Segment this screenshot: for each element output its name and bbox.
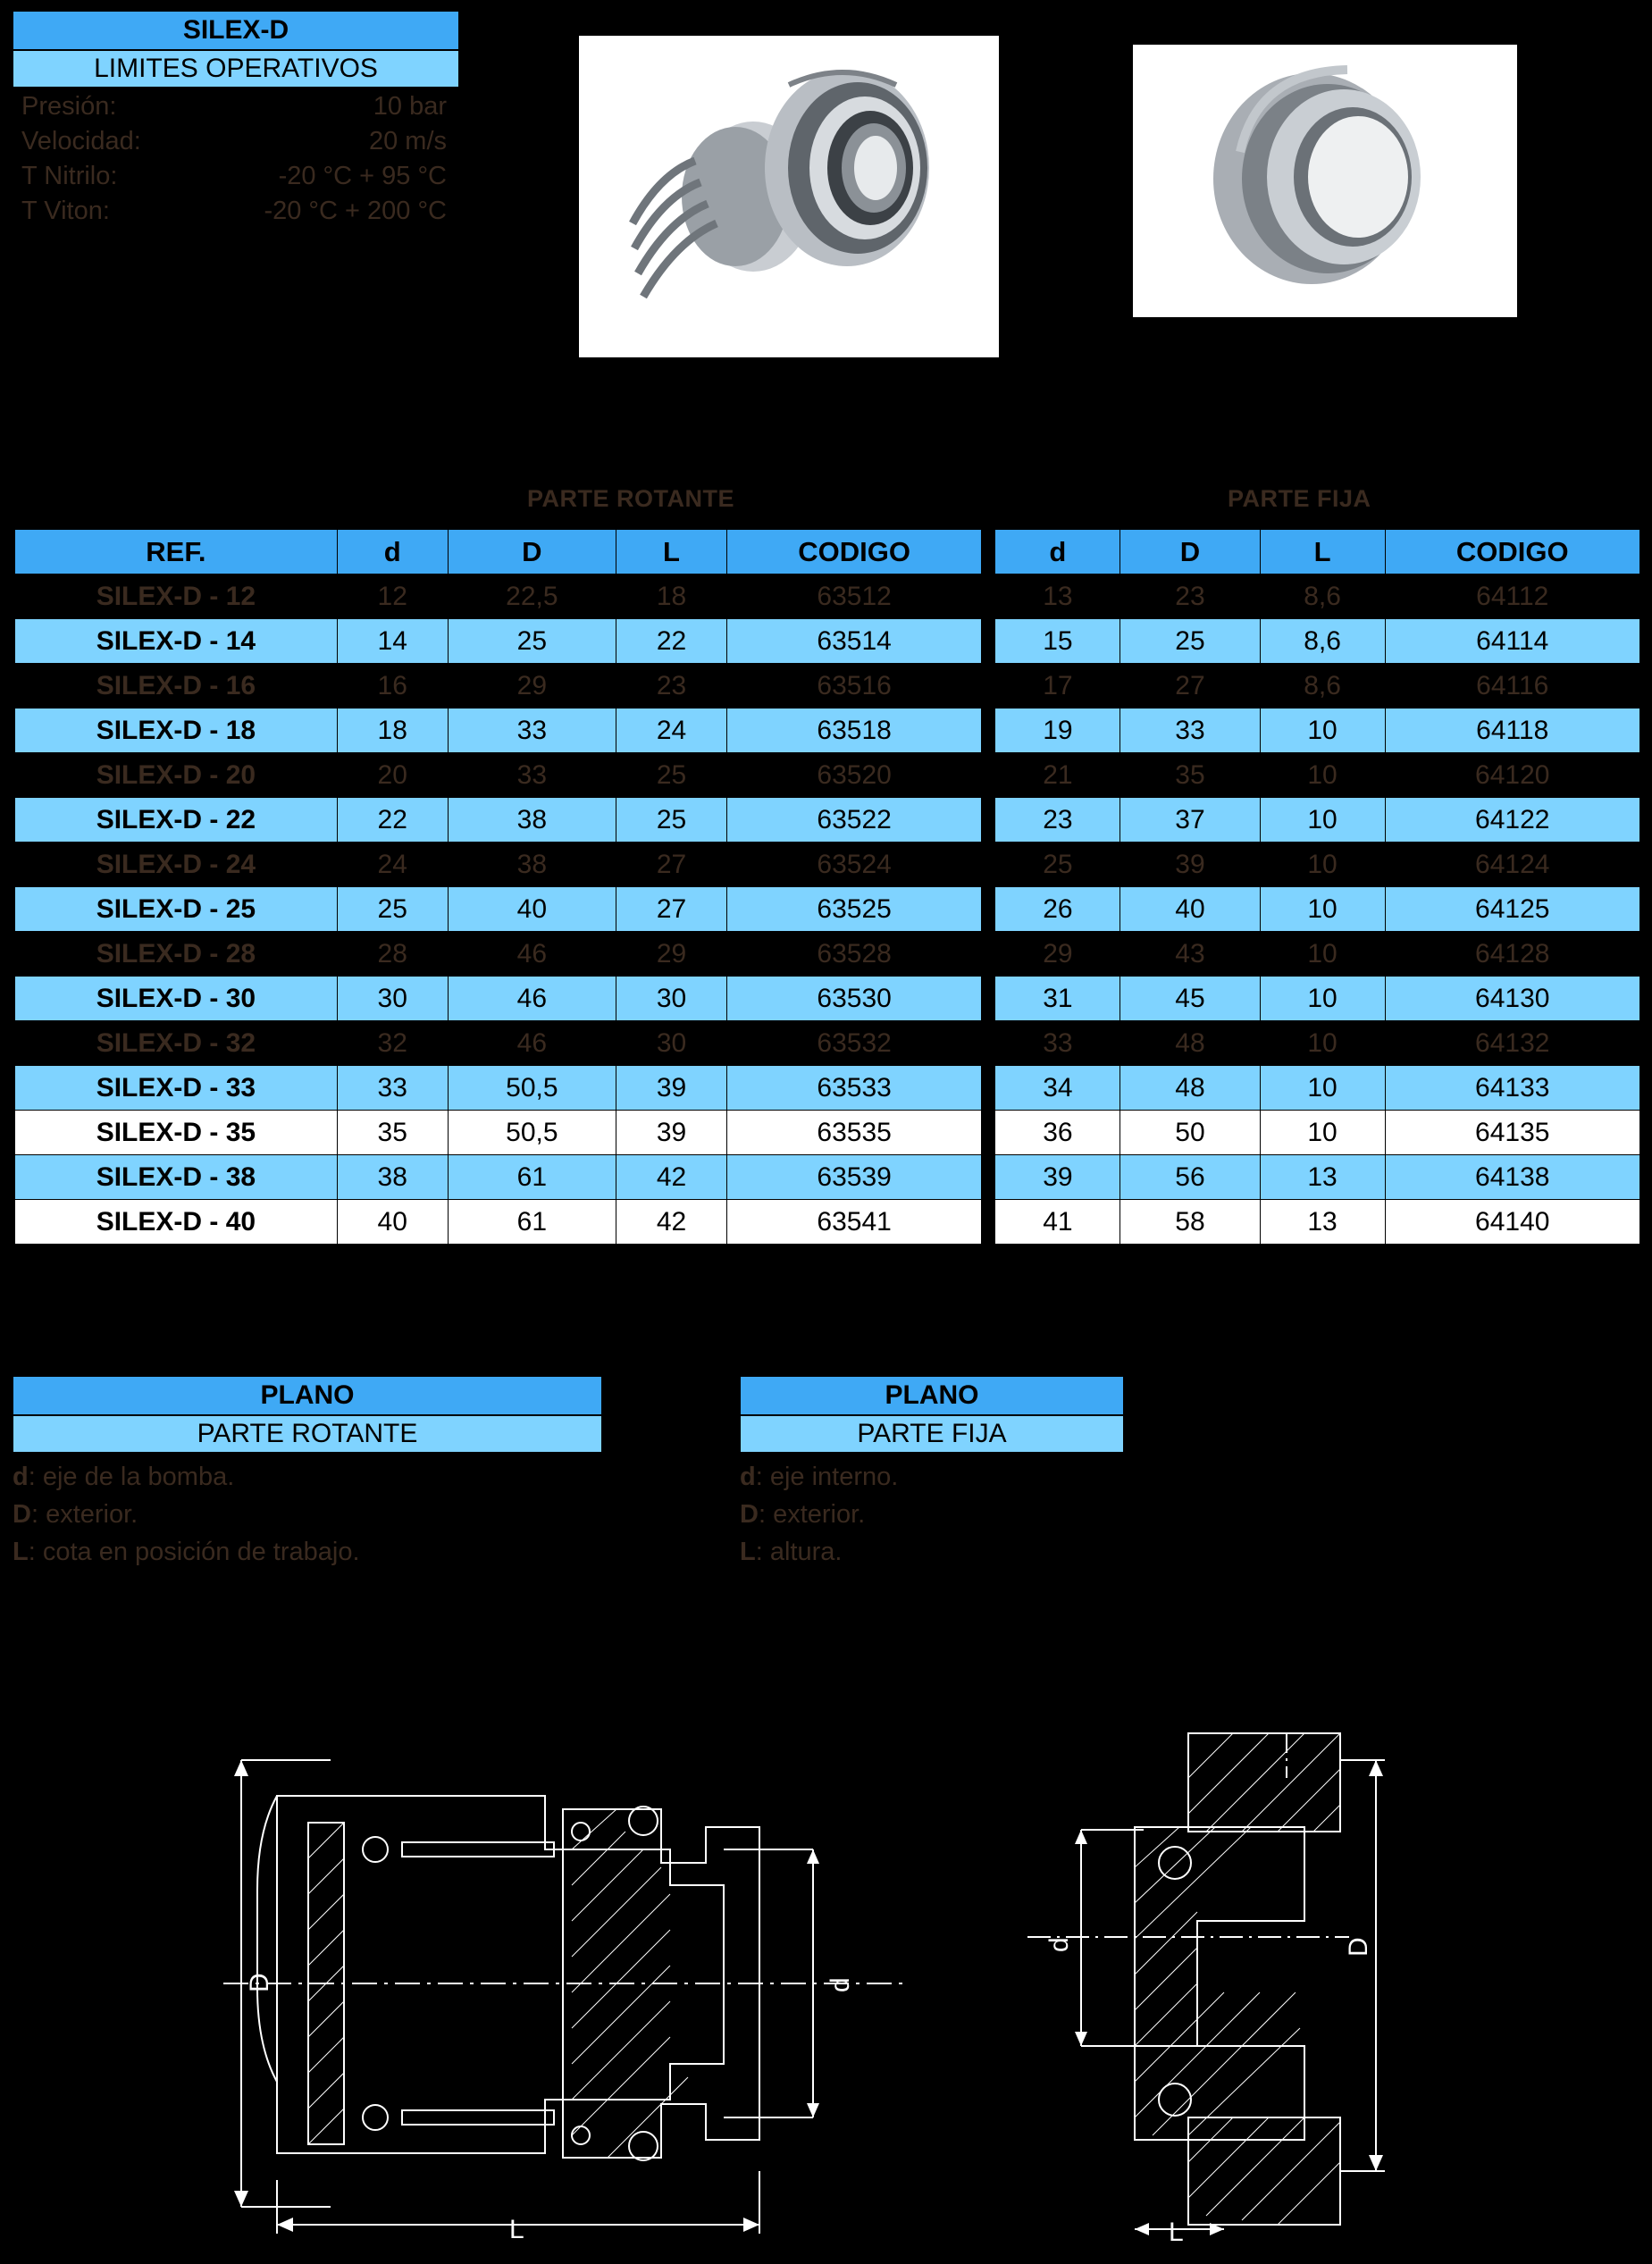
- cell-fija-d: 21: [995, 753, 1120, 798]
- cell-ref: SILEX-D - 16: [15, 664, 338, 709]
- cell-fija-L: 10: [1260, 1021, 1385, 1066]
- table-row: [15, 1200, 1640, 1245]
- limit-value: 20 m/s: [368, 127, 447, 156]
- cell-fija-d: 41: [995, 1200, 1120, 1245]
- cell-ref: SILEX-D - 35: [15, 1111, 338, 1155]
- cell-rot-L: 25: [616, 753, 727, 798]
- cell-rot-L: 30: [616, 1021, 727, 1066]
- cell-rot-D: 61: [448, 1200, 616, 1245]
- dim-label-D-right: D: [1344, 1937, 1373, 1957]
- cell-fija-L: 10: [1260, 1111, 1385, 1155]
- cell-rot-L: 24: [616, 709, 727, 753]
- column-gap: [982, 843, 995, 887]
- cell-rot-d: 30: [337, 977, 448, 1021]
- cell-rot-d: 24: [337, 843, 448, 887]
- limit-value: 10 bar: [373, 92, 447, 121]
- limits-title: SILEX-D: [13, 11, 459, 50]
- cell-fija-L: 8,6: [1260, 619, 1385, 664]
- cell-ref: SILEX-D - 14: [15, 619, 338, 664]
- cell-ref: SILEX-D - 18: [15, 709, 338, 753]
- cell-rot-D: 33: [448, 709, 616, 753]
- cell-rot-d: 35: [337, 1111, 448, 1155]
- column-gap: [982, 753, 995, 798]
- column-gap: [982, 574, 995, 619]
- cell-rot-D: 38: [448, 798, 616, 843]
- table-row: [15, 887, 1640, 932]
- cell-fija-codigo: 64135: [1385, 1111, 1639, 1155]
- cell-fija-codigo: 64130: [1385, 977, 1639, 1021]
- cell-fija-d: 17: [995, 664, 1120, 709]
- table-row: [15, 1021, 1640, 1066]
- legend-text: : eje interno.: [755, 1463, 899, 1491]
- cell-fija-D: 23: [1120, 574, 1260, 619]
- cell-rot-L: 25: [616, 798, 727, 843]
- cell-fija-d: 29: [995, 932, 1120, 977]
- cell-fija-d: 36: [995, 1111, 1120, 1155]
- dim-label-d-left: d: [826, 1977, 855, 1992]
- cell-fija-codigo: 64112: [1385, 574, 1639, 619]
- cell-rot-L: 29: [616, 932, 727, 977]
- limit-row: [13, 159, 459, 194]
- cell-ref: SILEX-D - 30: [15, 977, 338, 1021]
- column-gap: [982, 619, 995, 664]
- cell-rot-D: 50,5: [448, 1111, 616, 1155]
- th-fija-codigo: CODIGO: [1385, 530, 1639, 574]
- legend-text: : exterior.: [758, 1500, 866, 1530]
- photo-fixed-part: [1133, 45, 1517, 317]
- cell-rot-L: 39: [616, 1066, 727, 1111]
- th-rot-d: d: [337, 530, 448, 574]
- legend-item: [13, 1458, 602, 1496]
- plano-rotante-title: PLANO: [13, 1376, 602, 1415]
- cell-ref: SILEX-D - 28: [15, 932, 338, 977]
- cell-ref: SILEX-D - 12: [15, 574, 338, 619]
- column-gap: [982, 932, 995, 977]
- cell-ref: SILEX-D - 25: [15, 887, 338, 932]
- legend-item: [740, 1533, 1124, 1571]
- cell-rot-d: 28: [337, 932, 448, 977]
- photo-rotating-part: [579, 36, 999, 357]
- cell-rot-codigo: 63524: [726, 843, 981, 887]
- cell-rot-d: 40: [337, 1200, 448, 1245]
- cell-rot-codigo: 63539: [726, 1155, 981, 1200]
- cell-ref: SILEX-D - 33: [15, 1066, 338, 1111]
- cell-fija-D: 35: [1120, 753, 1260, 798]
- cell-fija-d: 23: [995, 798, 1120, 843]
- cell-rot-L: 42: [616, 1155, 727, 1200]
- cell-fija-d: 13: [995, 574, 1120, 619]
- th-ref: REF.: [15, 530, 338, 574]
- legend-text: : altura.: [755, 1538, 843, 1567]
- limits-subtitle: LIMITES OPERATIVOS: [13, 50, 459, 88]
- cell-fija-D: 25: [1120, 619, 1260, 664]
- legend-key: D: [740, 1500, 759, 1530]
- cell-fija-L: 8,6: [1260, 664, 1385, 709]
- cell-fija-codigo: 64124: [1385, 843, 1639, 887]
- column-gap: [982, 664, 995, 709]
- th-rot-L: L: [616, 530, 727, 574]
- cell-fija-D: 48: [1120, 1066, 1260, 1111]
- legend-item: [13, 1533, 602, 1571]
- table-row: [15, 977, 1640, 1021]
- legend-text: : cota en posición de trabajo.: [28, 1538, 360, 1567]
- cell-rot-codigo: 63522: [726, 798, 981, 843]
- legend-item: [740, 1458, 1124, 1496]
- cell-rot-L: 23: [616, 664, 727, 709]
- technical-drawing: [223, 1724, 1492, 2243]
- table-row: [15, 798, 1640, 843]
- plano-rotante-legend: [13, 1453, 602, 1571]
- table-row: [15, 574, 1640, 619]
- column-gap: [982, 1111, 995, 1155]
- cell-fija-codigo: 64133: [1385, 1066, 1639, 1111]
- table-row: [15, 843, 1640, 887]
- cell-rot-codigo: 63525: [726, 887, 981, 932]
- column-gap: [982, 709, 995, 753]
- cell-ref: SILEX-D - 38: [15, 1155, 338, 1200]
- legend-key: D: [13, 1500, 31, 1530]
- dim-label-L-left: L: [509, 2215, 524, 2243]
- table-header-row: [15, 530, 1640, 574]
- cell-fija-codigo: 64118: [1385, 709, 1639, 753]
- cell-fija-L: 10: [1260, 1066, 1385, 1111]
- limit-value: -20 °C + 200 °C: [264, 197, 447, 226]
- cell-fija-L: 13: [1260, 1155, 1385, 1200]
- cell-rot-codigo: 63532: [726, 1021, 981, 1066]
- cell-rot-codigo: 63516: [726, 664, 981, 709]
- cell-fija-L: 10: [1260, 709, 1385, 753]
- caption-parte-rotante: PARTE ROTANTE: [527, 485, 734, 512]
- cell-rot-D: 29: [448, 664, 616, 709]
- dim-label-L-right: L: [1169, 2218, 1184, 2243]
- cell-rot-codigo: 63533: [726, 1066, 981, 1111]
- column-gap: [982, 798, 995, 843]
- cell-rot-D: 40: [448, 887, 616, 932]
- column-gap: [982, 530, 995, 574]
- cell-rot-codigo: 63530: [726, 977, 981, 1021]
- plano-fija-legend: [740, 1453, 1124, 1571]
- cell-fija-D: 58: [1120, 1200, 1260, 1245]
- plano-rotante-box: [13, 1376, 602, 1571]
- th-fija-D: D: [1120, 530, 1260, 574]
- table-row: [15, 1111, 1640, 1155]
- legend-text: : eje de la bomba.: [28, 1463, 235, 1491]
- table-row: [15, 709, 1640, 753]
- column-gap: [982, 977, 995, 1021]
- cell-rot-codigo: 63518: [726, 709, 981, 753]
- cell-rot-codigo: 63541: [726, 1200, 981, 1245]
- dimensions-table-wrapper: [13, 527, 1642, 1246]
- cell-rot-L: 39: [616, 1111, 727, 1155]
- cell-rot-d: 12: [337, 574, 448, 619]
- cell-rot-d: 38: [337, 1155, 448, 1200]
- cell-rot-D: 46: [448, 977, 616, 1021]
- cell-fija-D: 27: [1120, 664, 1260, 709]
- legend-key: L: [740, 1538, 756, 1567]
- cell-rot-L: 30: [616, 977, 727, 1021]
- cell-rot-D: 46: [448, 1021, 616, 1066]
- column-gap: [982, 1021, 995, 1066]
- dim-label-d-right: d: [1044, 1937, 1074, 1952]
- cell-fija-codigo: 64116: [1385, 664, 1639, 709]
- dim-label-D-left: D: [245, 1973, 274, 1992]
- cell-rot-d: 33: [337, 1066, 448, 1111]
- plano-fija-title: PLANO: [740, 1376, 1124, 1415]
- limit-value: -20 °C + 95 °C: [278, 162, 447, 191]
- limit-label: Presión:: [21, 92, 117, 121]
- cell-fija-D: 40: [1120, 887, 1260, 932]
- legend-item: [740, 1496, 1124, 1533]
- legend-key: d: [740, 1463, 756, 1491]
- cell-rot-codigo: 63514: [726, 619, 981, 664]
- plano-fija-box: [740, 1376, 1124, 1571]
- cell-fija-L: 10: [1260, 887, 1385, 932]
- cell-rot-codigo: 63535: [726, 1111, 981, 1155]
- table-row: [15, 1155, 1640, 1200]
- cell-rot-L: 18: [616, 574, 727, 619]
- cell-fija-d: 26: [995, 887, 1120, 932]
- limit-label: T Nitrilo:: [21, 162, 118, 191]
- caption-parte-fija: PARTE FIJA: [1228, 485, 1371, 512]
- cell-rot-D: 25: [448, 619, 616, 664]
- cell-rot-L: 22: [616, 619, 727, 664]
- limit-row: [13, 194, 459, 229]
- operating-limits-box: [13, 11, 459, 230]
- legend-key: L: [13, 1538, 29, 1567]
- cell-fija-D: 33: [1120, 709, 1260, 753]
- cell-ref: SILEX-D - 20: [15, 753, 338, 798]
- table-row: [15, 619, 1640, 664]
- column-gap: [982, 1066, 995, 1111]
- cell-fija-L: 13: [1260, 1200, 1385, 1245]
- dimensions-table: [14, 529, 1640, 1245]
- cell-rot-codigo: 63520: [726, 753, 981, 798]
- th-fija-L: L: [1260, 530, 1385, 574]
- cell-rot-d: 22: [337, 798, 448, 843]
- plano-fija-subtitle: PARTE FIJA: [740, 1415, 1124, 1453]
- limits-rows: [13, 89, 459, 230]
- cell-fija-D: 39: [1120, 843, 1260, 887]
- legend-key: d: [13, 1463, 29, 1491]
- cell-ref: SILEX-D - 40: [15, 1200, 338, 1245]
- cell-rot-D: 38: [448, 843, 616, 887]
- cell-fija-d: 19: [995, 709, 1120, 753]
- cell-fija-codigo: 64114: [1385, 619, 1639, 664]
- cell-rot-d: 20: [337, 753, 448, 798]
- cell-fija-L: 10: [1260, 932, 1385, 977]
- cell-rot-d: 25: [337, 887, 448, 932]
- cell-rot-L: 27: [616, 843, 727, 887]
- cell-fija-L: 10: [1260, 798, 1385, 843]
- cell-rot-codigo: 63528: [726, 932, 981, 977]
- cell-rot-L: 27: [616, 887, 727, 932]
- cell-rot-d: 32: [337, 1021, 448, 1066]
- cell-fija-d: 25: [995, 843, 1120, 887]
- cell-fija-L: 8,6: [1260, 574, 1385, 619]
- table-row: [15, 932, 1640, 977]
- cell-fija-D: 43: [1120, 932, 1260, 977]
- cell-ref: SILEX-D - 24: [15, 843, 338, 887]
- cell-fija-L: 10: [1260, 753, 1385, 798]
- table-row: [15, 1066, 1640, 1111]
- cell-rot-D: 46: [448, 932, 616, 977]
- cell-fija-codigo: 64140: [1385, 1200, 1639, 1245]
- cell-rot-D: 50,5: [448, 1066, 616, 1111]
- cell-fija-codigo: 64122: [1385, 798, 1639, 843]
- table-row: [15, 664, 1640, 709]
- limit-row: [13, 124, 459, 159]
- th-rot-D: D: [448, 530, 616, 574]
- cell-fija-D: 50: [1120, 1111, 1260, 1155]
- table-row: [15, 753, 1640, 798]
- cell-fija-d: 33: [995, 1021, 1120, 1066]
- cell-rot-codigo: 63512: [726, 574, 981, 619]
- column-gap: [982, 1200, 995, 1245]
- th-rot-codigo: CODIGO: [726, 530, 981, 574]
- cell-fija-D: 56: [1120, 1155, 1260, 1200]
- cell-rot-D: 61: [448, 1155, 616, 1200]
- cell-ref: SILEX-D - 32: [15, 1021, 338, 1066]
- legend-item: [13, 1496, 602, 1533]
- plano-rotante-subtitle: PARTE ROTANTE: [13, 1415, 602, 1453]
- cell-fija-d: 34: [995, 1066, 1120, 1111]
- cell-rot-D: 33: [448, 753, 616, 798]
- limit-row: [13, 89, 459, 124]
- cell-ref: SILEX-D - 22: [15, 798, 338, 843]
- column-gap: [982, 1155, 995, 1200]
- cell-fija-d: 31: [995, 977, 1120, 1021]
- cell-rot-d: 18: [337, 709, 448, 753]
- cell-fija-D: 37: [1120, 798, 1260, 843]
- cell-fija-L: 10: [1260, 977, 1385, 1021]
- cell-rot-d: 14: [337, 619, 448, 664]
- cell-fija-D: 45: [1120, 977, 1260, 1021]
- column-gap: [982, 887, 995, 932]
- cell-fija-d: 39: [995, 1155, 1120, 1200]
- cell-rot-d: 16: [337, 664, 448, 709]
- cell-fija-codigo: 64128: [1385, 932, 1639, 977]
- limit-label: T Viton:: [21, 197, 110, 226]
- cell-fija-d: 15: [995, 619, 1120, 664]
- cell-fija-L: 10: [1260, 843, 1385, 887]
- cell-fija-codigo: 64138: [1385, 1155, 1639, 1200]
- cell-fija-codigo: 64120: [1385, 753, 1639, 798]
- limit-label: Velocidad:: [21, 127, 141, 156]
- th-fija-d: d: [995, 530, 1120, 574]
- cell-rot-D: 22,5: [448, 574, 616, 619]
- cell-fija-codigo: 64132: [1385, 1021, 1639, 1066]
- legend-text: : exterior.: [30, 1500, 138, 1530]
- cell-fija-codigo: 64125: [1385, 887, 1639, 932]
- cell-rot-L: 42: [616, 1200, 727, 1245]
- cell-fija-D: 48: [1120, 1021, 1260, 1066]
